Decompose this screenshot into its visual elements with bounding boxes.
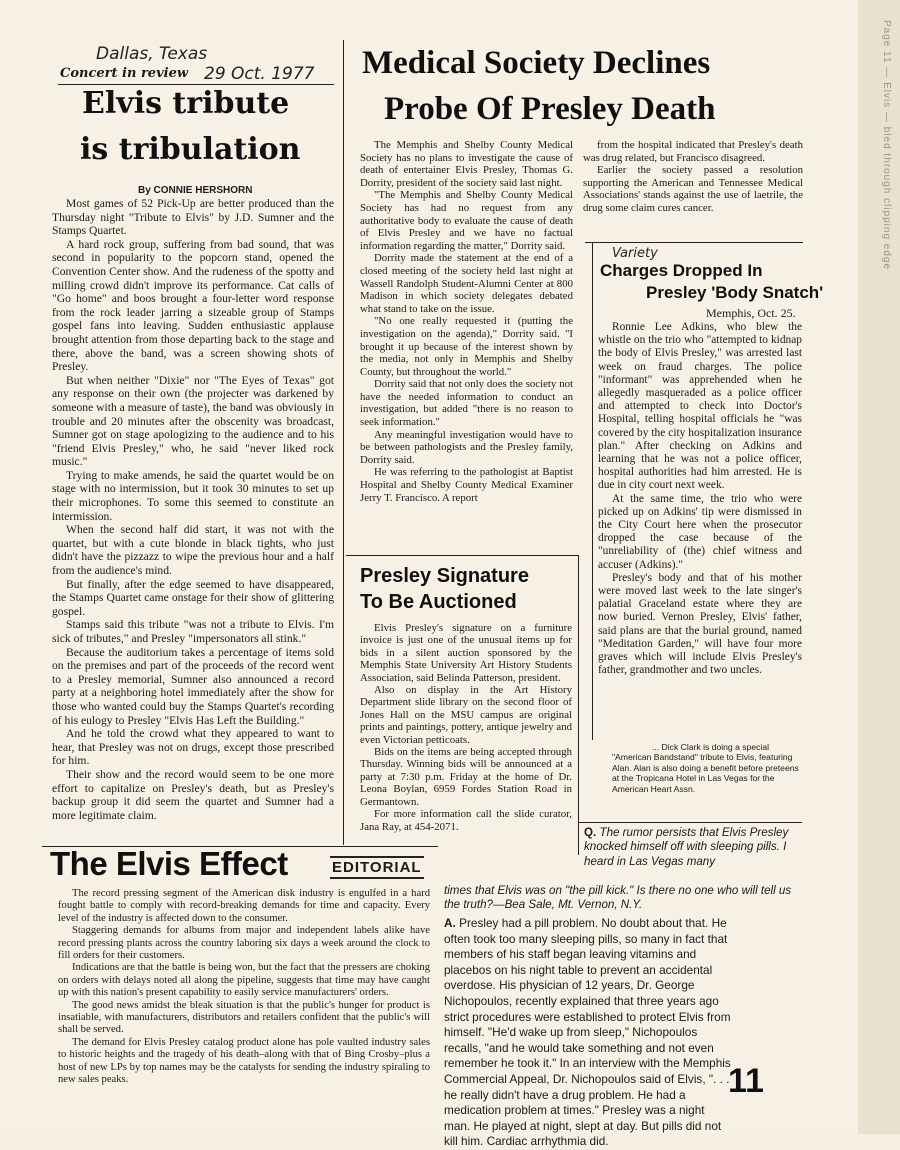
charges-headline-line2: Presley 'Body Snatch' (646, 283, 824, 302)
review-byline: By CONNIE HERSHORN (138, 185, 253, 196)
charges-body (598, 321, 802, 737)
question-text-1: The rumor persists that Elvis Presley knocked himself off with sleeping pills. I heard in Las Vegas many (584, 826, 789, 868)
review-headline-line1: Elvis tribute (82, 86, 290, 121)
auction-paragraph: Also on display in the Art History Department slide library on the second floor of Jones Hall on the MSU campus are original prints and paintings, pottery, antique jewelry and even Victorian petticoats. (360, 684, 572, 746)
medical-paragraph: Dorrity made the statement at the end of a closed meeting of the society held last night at Wassell Randolph Student-Alumni Center at 800 Madison in which society delegates debated what stand to take on the issue. (360, 252, 573, 315)
editorial-paragraph: The record pressing segment of the American disk industry is engulfed in a hard fought battle to comply with record-breaking demands for time and capacity. Every level of the industry is affected down to the consumer. (58, 888, 430, 924)
review-body (52, 197, 334, 865)
editorial-tag: EDITORIAL (330, 856, 424, 879)
review-paragraph: Trying to make amends, he said the quartet would be on stage with no intermission, but it took 30 minutes to set up their microphones. To some this seemed to constitute an intermission. (52, 468, 334, 523)
review-paragraph: Because the auditorium takes a percentage of items sold on the premises and part of the proceeds of the record went to a Presley memorial, Sumner also announced a record party at a neighboring hotel immediately after the show for those who wanted could buy the Stamps Quartet's recording of his eulogy to Presley "Elvis Has Left the Building." (52, 645, 334, 727)
review-paragraph: Their show and the record would seem to be one more effort to capitalize on Presley's death, but as Presley's backup group it did seem the quartet and Sumner had a more legitimate claim. (52, 767, 334, 822)
qa-top-rule (578, 822, 802, 823)
auction-paragraph: Bids on the items are being accepted through Thursday. Winning bids will be announced at a party at 7:30 p.m. Friday at the home of Dr. Leona Boylan, 6959 Fordes Station Road in Germantown. (360, 746, 572, 808)
review-paragraph: And he told the crowd what they appeared to want to hear, that Presley was not on drugs, except those prescribed for him. (52, 727, 334, 768)
review-kicker: Concert in review (60, 66, 189, 81)
editorial-paragraph: The good news amidst the bleak situation is that the public's hunger for product is insatiable, with manufacturers, distributors and retailers confident that the public's will shall be served. (58, 999, 430, 1036)
auction-body (360, 622, 572, 848)
medical-paragraph: Earlier the society passed a resolution supporting the American and Tennessee Medical Associations' stands against the use of laetrile, the drug some claim cures cancer. (583, 164, 803, 214)
review-paragraph: When the second half did start, it was not with the quartet, but with a cute blonde in black tights, who just didn't have the pizzazz to wipe the previous hour and a half from the audience's mind. (52, 523, 334, 578)
dick-clark-note: ... Dick Clark is doing a special "American Bandstand" tribute to Elvis, featuring Alan. Alan is also doing a benefit before preteens at the Tropicana Hotel in Las Vegas for the American Heart Assn. (612, 742, 799, 794)
medical-headline-line2: Probe Of Presley Death (384, 91, 716, 127)
review-paragraph: But finally, after the edge seemed to have disappeared, the Stamps Quartet came onstage for their show of glittering gospel. (52, 577, 334, 618)
review-paragraph: Most games of 52 Pick-Up are better produced than the Thursday night "Tribute to Elvis" by J.D. Sumner and the Stamps Quartet. (52, 197, 334, 238)
charges-paragraph: Presley's body and that of his mother were moved last week to the late singer's palatial Graceland estate where they are now buried. Vernon Presley, Elvis' father, said plans are that the burial ground, named "Meditation Garden," will have four more graves which will include Elvis Presley's father, grandmother and two uncles. (598, 571, 802, 677)
review-paragraph: But when neither "Dixie" nor "The Eyes of Texas" got any response on their own (the projecter was darkened by someone with a measure of taste), the band was obviously in trouble and 20 minutes after the obscenity was broadcast, Sumner got on stage apologizing to the audience and to his "friend Elvis Presley," who, he said "never liked rock music." (52, 373, 334, 469)
charges-left-rule (592, 242, 593, 740)
qa-question-part1 (584, 826, 802, 869)
medical-paragraph: Dorrity said that not only does the society not have the needed information to conduct an investigation, but added "there is no reason to seek information." (360, 378, 573, 429)
handwritten-location: Dallas, Texas (96, 44, 208, 64)
handwritten-date: 29 Oct. 1977 (204, 64, 315, 84)
review-headline-line2: is tribulation (80, 132, 301, 167)
medical-paragraph: from the hospital indicated that Presley's death was drug related, but Francisco disagreed. (583, 139, 803, 164)
auction-paragraph: Elvis Presley's signature on a furniture invoice is just one of the unusual items up for bids in a silent auction sponsored by the Memphis State University Art History Students Association, said Belinda Patterson, president. (360, 622, 572, 684)
question-label: Q. (584, 826, 597, 839)
charges-top-rule (585, 242, 803, 243)
adjacent-page-bleed-text: Page 11 — Elvis — bled through clipping edge (881, 20, 892, 271)
review-paragraph: A hard rock group, suffering from bad sound, that was second in popularity to the popcorn stand, opened the Convention Center show. And the rudeness of the spotty and milling crowd didn't improve its performance. Cat calls of "Go home" and boos brought a four-letter word response from the rock leader jarring a sizeable group of Stamps gospel fans into leaving. Sudden enthusiastic applause brought attention from those departing back to the stage and there, above the band, was a screen showing shots of Presley. (52, 237, 334, 374)
medical-col2 (583, 139, 803, 235)
page-number: 11 (728, 1062, 764, 1100)
medical-paragraph: "The Memphis and Shelby County Medical Society has had no request from any authoritative body to evaluate the cause of death of Elvis Presley and we have no factual information regarding the matter," Dorrity said. (360, 189, 573, 252)
handwritten-variety: Variety (612, 246, 658, 261)
qa-answer (444, 916, 734, 1150)
editorial-headline: The Elvis Effect (50, 845, 288, 882)
auction-paragraph: For more information call the slide curator, Jana Ray, at 454-2071. (360, 808, 572, 833)
medical-col1 (360, 139, 573, 553)
editorial-body (58, 888, 430, 1103)
medical-paragraph: He was referring to the pathologist at Baptist Hospital and Shelby County Medical Examiner Jerry T. Francisco. A report (360, 466, 573, 504)
charges-paragraph: At the same time, the trio who were picked up on Adkins' tip were dismissed in the City Court here when the prosecutor dropped the case because of the "unreliability of (the) chief witness and accuser (Adkins)." (598, 492, 802, 571)
auction-top-rule (346, 555, 578, 556)
auction-headline-line1: Presley Signature (360, 565, 529, 587)
medical-headline-line1: Medical Society Declines (362, 45, 711, 81)
editorial-paragraph: Indications are that the battle is being won, but the fact that the pressers are choking on orders with delays noted all along the pipeline, suggests that time may have caught up with this nation's present capability to easily service manufacturers' orders. (58, 962, 430, 999)
editorial-paragraph: Staggering demands for albums from major and independent labels alike have record pressing plants across the country laboring six days a week around the clock to fill orders for their customers. (58, 925, 430, 962)
auction-right-rule (578, 555, 579, 855)
medical-paragraph: "No one really requested it (putting the investigation on the agenda)," Dorrity said. "I brought it up because of the interest shown by the media, not only in Memphis and Shelby County, but throughout the world." (360, 315, 573, 378)
medical-paragraph: The Memphis and Shelby County Medical Society has no plans to investigate the cause of death of entertainer Elvis Presley, Thomas G. Dorrity, president of the society said last night. (360, 139, 573, 189)
medical-paragraph: Any meaningful investigation would have to be between pathologists and the Presley family, Dorrity said. (360, 428, 573, 466)
charges-dateline: Memphis, Oct. 25. (706, 306, 796, 320)
charges-paragraph: Ronnie Lee Adkins, who blew the whistle on the trio who "attempted to kidnap the body of Elvis Presley," was arrested last week on fraud charges. The police "informant" was apprehended when he allegedly masqueraded as a police officer and attempted to check into Doctor's Hospital, telling hospital officials he "was covered by the city hospitalization insurance plan." After checking on Adkins and learning that he was not a police officer, hospital authorities had him arrested. He is due in city court next week. (598, 321, 802, 492)
answer-text: Presley had a pill problem. No doubt about that. He often took too many sleeping pills, so many in fact that members of his staff began leaving vitamins and placebos on his night table to prevent an accidental overdose. His physician of 12 years, Dr. George Nichopoulos, recently explained that three years ago strict procedures were established to protect Elvis from himself. "He'd wake up from sleep," Nichopoulos recalls, "and he would take something and not even remember he took it." In an interview with the Memphis Commercial Appeal, Dr. Nichopoulos said of Elvis, ". . . he really didn't have a drug problem. He had a medication problem at times." Presley was a night man. He played at night, slept at day. But pills did not kill him. Cardiac arrhythmia did. (444, 916, 731, 1149)
charges-headline-line1: Charges Dropped In (600, 261, 763, 280)
auction-headline-line2: To Be Auctioned (360, 591, 517, 613)
answer-label: A. (444, 916, 456, 930)
column-divider (343, 40, 344, 845)
qa-question-part2: times that Elvis was on "the pill kick." Is there no one who will tell us the truth?—Bea Sale, Mt. Vernon, N.Y. (444, 884, 792, 912)
kicker-rule (58, 84, 334, 85)
editorial-paragraph: The demand for Elvis Presley catalog product alone has pole vaulted industry sales to historic heights and the tragedy of his death–along with that of Bing Crosby–plus a host of new LPs by top names may be the catalysts for sending the industry spiraling to new sales peaks. (58, 1036, 430, 1086)
review-paragraph: Stamps said this tribute "was not a tribute to Elvis. I'm sick of tributes," and Presley "impersonators all stink." (52, 618, 334, 645)
